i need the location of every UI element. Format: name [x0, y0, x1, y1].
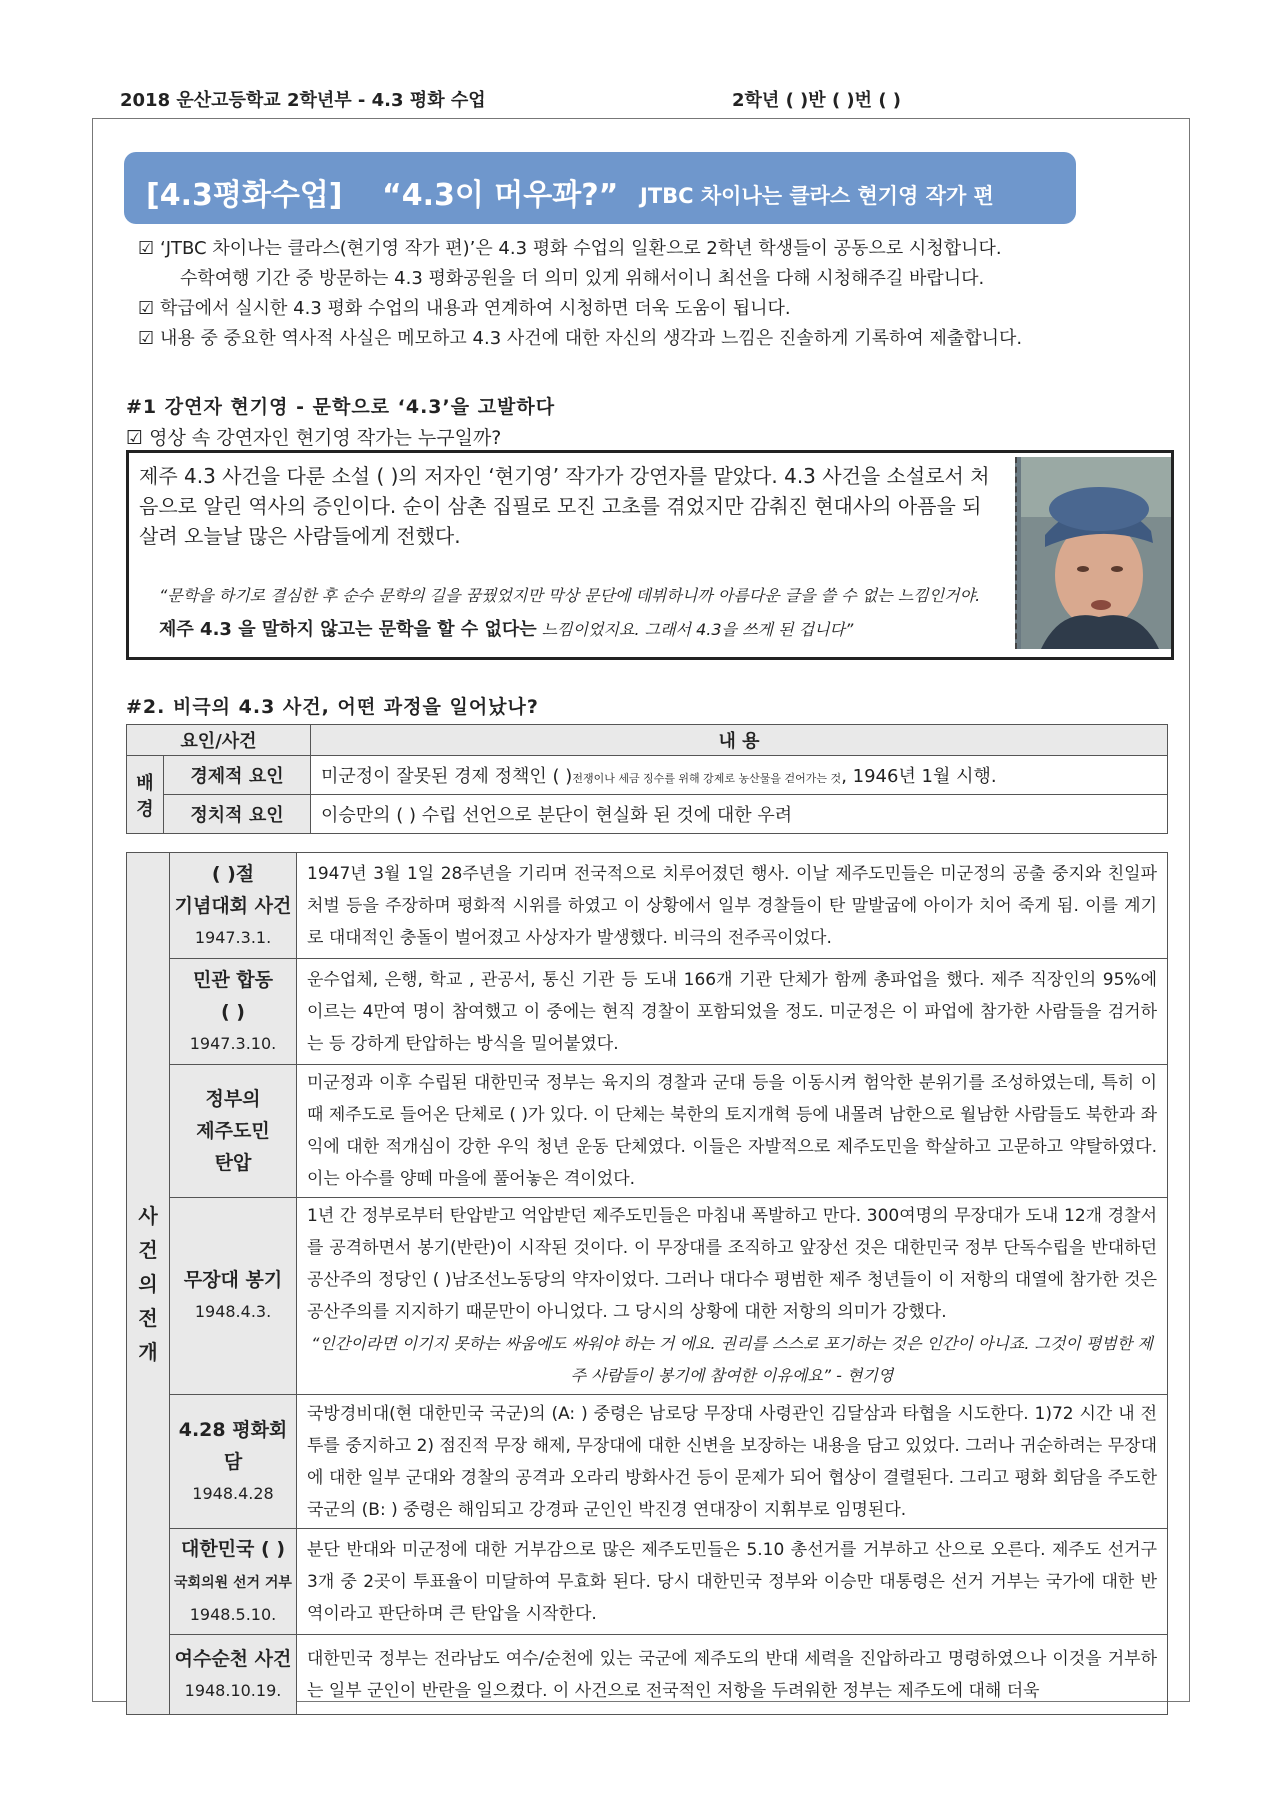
table-row: [127, 1065, 1168, 1198]
event-label-line1: 여수순천 사건: [174, 1647, 292, 1670]
instruction-notes: [138, 234, 1098, 354]
header-student-info: 2학년 ( )반 ( )번 ( ): [732, 90, 902, 111]
title-banner: [124, 152, 1076, 224]
event-date: 1947.3.10.: [189, 1033, 277, 1053]
event-label: [170, 1529, 297, 1635]
content-pre: 미군정이 잘못된 경제 정책인 ( ): [321, 766, 573, 787]
table-row: [127, 756, 1168, 795]
background-side-label: 배 경: [127, 756, 164, 834]
content-post: , 1946년 1월 시행.: [841, 766, 997, 787]
event-label-line2: 제주도민: [196, 1120, 270, 1142]
note-item: [138, 294, 1098, 324]
table-row: [127, 795, 1168, 834]
event-content: 운수업체, 은행, 학교 , 관공서, 통신 기관 등 도내 166개 기관 단체가 함께 총파업을 했다. 제주 직장인의 95%에 이르는 4만여 명이 참여했고 이 중에는 현직 경찰이 포함되었을 정도. 미군정은 이 파업에 참가한 사람들을 검거하는 등 강하게 탄압하는 방식을 밀어붙였다.: [297, 959, 1168, 1065]
note-item: [138, 234, 1098, 294]
event-label: [170, 959, 297, 1065]
banner-title: “4.3이 머우꽈?”: [382, 178, 619, 213]
event-content: [297, 1198, 1168, 1395]
quote-part-a: “문학을 하기로 결심한 후 순수 문학의 길을 꿈꿨었지만 막상 문단에 데뷔하니까 아름다운 글을 쓸 수 없는 느낌인거야.: [159, 586, 981, 605]
table-row: [127, 1529, 1168, 1635]
content-note: 전쟁이나 세금 징수를 위해 강제로 농산물을 걷어가는 것: [572, 772, 842, 785]
portrait-image: [1021, 457, 1171, 649]
checkbox-icon: ☑: [126, 427, 144, 449]
events-side-label: 사 건 의 전 개: [127, 853, 170, 1715]
event-date: 1948.4.28: [192, 1483, 274, 1503]
event-label-line1: 무장대 봉기: [183, 1269, 283, 1291]
event-label-line1: 민관 합동: [192, 968, 274, 991]
event-content: 1947년 3월 1일 28주년을 기리며 전국적으로 치루어졌던 행사. 이날 제주도민들은 미군정의 공출 중지와 친일파 처벌 등을 주장하며 평화적 시위를 하였고 이 상황에서 일부 경찰들이 탄 말발굽에 아이가 치어 죽게 됨. 이를 계기로 대대적인 충돌이 벌어졌고 사상자가 발생했다. 비극의 전주곡이었다.: [297, 853, 1168, 959]
event-label-line2: 기념대회 사건: [174, 894, 292, 917]
page-header: [120, 86, 1160, 114]
event-content: 대한민국 정부는 전라남도 여수/순천에 있는 국군에 제주도의 반대 세력을 진압하라고 명령하였으나 이것을 거부하는 일부 군인이 반란을 일으켰다. 이 사건으로 전국적인 저항을 두려워한 정부는 제주도에 대해 더욱: [297, 1635, 1168, 1715]
event-date: 1948.4.3.: [194, 1302, 272, 1321]
question-text: 영상 속 강연자인 현기영 작가는 누구일까?: [149, 427, 502, 449]
author-description: 제주 4.3 사건을 다룬 소설 ( )의 저자인 ‘현기영’ 작가가 강연자를 맡았다. 4.3 사건을 소설로서 처음으로 알린 역사의 증인이다. 순이 삼촌 집필로 모진 고초를 겪었지만 감춰진 현대사의 아픔을 되살려 오늘날 많은 사람들에게 전했다.: [139, 464, 990, 548]
section1-title: #1 강연자 현기영 - 문학으로 ‘4.3’을 고발하다: [126, 396, 556, 418]
note-item: [138, 324, 1098, 354]
author-photo: [1015, 457, 1171, 649]
row-label: 정치적 요인: [164, 795, 311, 834]
author-box: [126, 450, 1174, 660]
table-row: [127, 1635, 1168, 1715]
event-date: 1948.5.10.: [189, 1604, 277, 1624]
event-label: [170, 1198, 297, 1395]
event-label-line1: 4.28 평화회담: [178, 1418, 288, 1473]
event-label: [170, 853, 297, 959]
quote-emphasis: 제주 4.3 을 말하지 않고는 문학을 할 수 없다는: [159, 619, 537, 640]
event-label-line2: ( ): [221, 1000, 245, 1023]
event-content: 분단 반대와 미군정에 대한 거부감으로 많은 제주도민들은 5.10 총선거를 거부하고 산으로 오른다. 제주도 선거구 3개 중 2곳이 투표율이 미달하여 무효화 된다. 당시 대한민국 정부와 이승만 대통령은 선거 거부는 국가에 대한 반역이라고 판단하며 큰 탄압을 시작한다.: [297, 1529, 1168, 1635]
section1-question: [126, 423, 501, 450]
event-quote: “인간이라면 이기지 못하는 싸움에도 싸워야 하는 거 에요. 권리를 스스로 포기하는 것은 인간이 아니죠. 그것이 평범한 제주 사람들이 봉기에 참여한 이유에요” - 현기영: [311, 1334, 1153, 1385]
note-text: 학급에서 실시한 4.3 평화 수업의 내용과 연계하여 시청하면 더욱 도움이 됩니다.: [160, 298, 791, 319]
note-continuation: 수학여행 기간 중 방문하는 4.3 평화공원을 더 의미 있게 위해서이니 최선을 다해 시청해주길 바랍니다.: [180, 268, 985, 289]
banner-tag: [4.3평화수업]: [146, 178, 343, 213]
event-label-line1: 대한민국 ( ): [180, 1537, 285, 1560]
section2-title: #2. 비극의 4.3 사건, 어떤 과정을 일어났나?: [126, 696, 539, 718]
event-label-line1: ( )절: [211, 862, 255, 885]
event-date: 1947.3.1.: [194, 927, 272, 947]
row-label: 경제적 요인: [164, 756, 311, 795]
author-quote: [159, 579, 999, 647]
note-text: 내용 중 중요한 역사적 사실은 메모하고 4.3 사건에 대한 자신의 생각과 느낌은 진솔하게 기록하여 제출합니다.: [160, 328, 1023, 349]
event-label: [170, 1635, 297, 1715]
header-content: 내 용: [311, 725, 1168, 756]
table-row: [127, 853, 1168, 959]
row-content: [311, 756, 1168, 795]
note-text: ‘JTBC 차이나는 클라스(현기영 작가 편)’은 4.3 평화 수업의 일환으로 2학년 학생들이 공동으로 시청합니다.: [160, 238, 1002, 259]
quote-part-c: 느낌이었지요. 그래서 4.3을 쓰게 된 겁니다”: [541, 620, 854, 639]
event-label-line3: 탄압: [214, 1152, 252, 1174]
event-date: 1948.10.19.: [184, 1680, 282, 1700]
event-label-line2: 국회의원 선거 거부: [174, 1574, 292, 1591]
table-header-row: [127, 725, 1168, 756]
background-table: [126, 724, 1168, 834]
table-row: [127, 959, 1168, 1065]
header-school: 2018 운산고등학교 2학년부 - 4.3 평화 수업: [120, 90, 486, 111]
table-row: [127, 1395, 1168, 1529]
event-text: 1년 간 정부로부터 탄압받고 억압받던 제주도민들은 마침내 폭발하고 만다. 300여명의 무장대가 도내 12개 경찰서를 공격하면서 봉기(반란)이 시작된 것이다. 이 무장대를 조직하고 앞장선 것은 대한민국 정부 단독수립을 반대하던 공산주의 정당인 ( )남조선노동당의 약자이었다. 그러나 대다수 평범한 제주 청년들이 이 저항의 대열에 참가한 것은 공산주의를 지지하기 때문만이 아니었다. 그 당시의 상황에 대한 저항의 의미가 강했다.: [307, 1206, 1157, 1322]
event-content: 국방경비대(현 대한민국 국군)의 (A: ) 중령은 남로당 무장대 사령관인 김달삼과 타협을 시도한다. 1)72 시간 내 전투를 중지하고 2) 점진적 무장 해제, 무장대에 대한 신변을 보장하는 내용을 담고 있었다. 그러나 귀순하려는 무장대에 대한 일부 군대와 경찰의 공격과 오라리 방화사건 등이 문제가 되어 협상이 결렬된다. 그리고 평화 회담을 주도한 국군의 (B: ) 중령은 해임되고 강경파 군인인 박진경 연대장이 지휘부로 임명된다.: [297, 1395, 1168, 1529]
row-content: 이승만의 ( ) 수립 선언으로 분단이 현실화 된 것에 대한 우려: [311, 795, 1168, 834]
event-content: 미군정과 이후 수립된 대한민국 정부는 육지의 경찰과 군대 등을 이동시켜 험악한 분위기를 조성하였는데, 특히 이때 제주도로 들어온 단체로 ( )가 있다. 이 단체는 북한의 토지개혁 등에 내몰려 남한으로 월남한 사람들도 북한과 좌익에 대한 적개심이 강한 우익 청년 운동 단체였다. 이들은 자발적으로 제주도민을 학살하고 고문하고 약탈하였다. 이는 아수를 양떼 마을에 풀어놓은 격이었다.: [297, 1065, 1168, 1198]
table-row: [127, 1198, 1168, 1395]
checkbox-icon: ☑: [138, 328, 155, 349]
event-label: [170, 1395, 297, 1529]
checkbox-icon: ☑: [138, 238, 155, 259]
events-table: [126, 852, 1168, 1715]
header-factor: 요인/사건: [127, 725, 311, 756]
event-label: [170, 1065, 297, 1198]
checkbox-icon: ☑: [138, 298, 155, 319]
banner-subtitle: JTBC 차이나는 클라스 현기영 작가 편: [640, 184, 994, 208]
event-label-line1: 정부의: [205, 1088, 261, 1110]
